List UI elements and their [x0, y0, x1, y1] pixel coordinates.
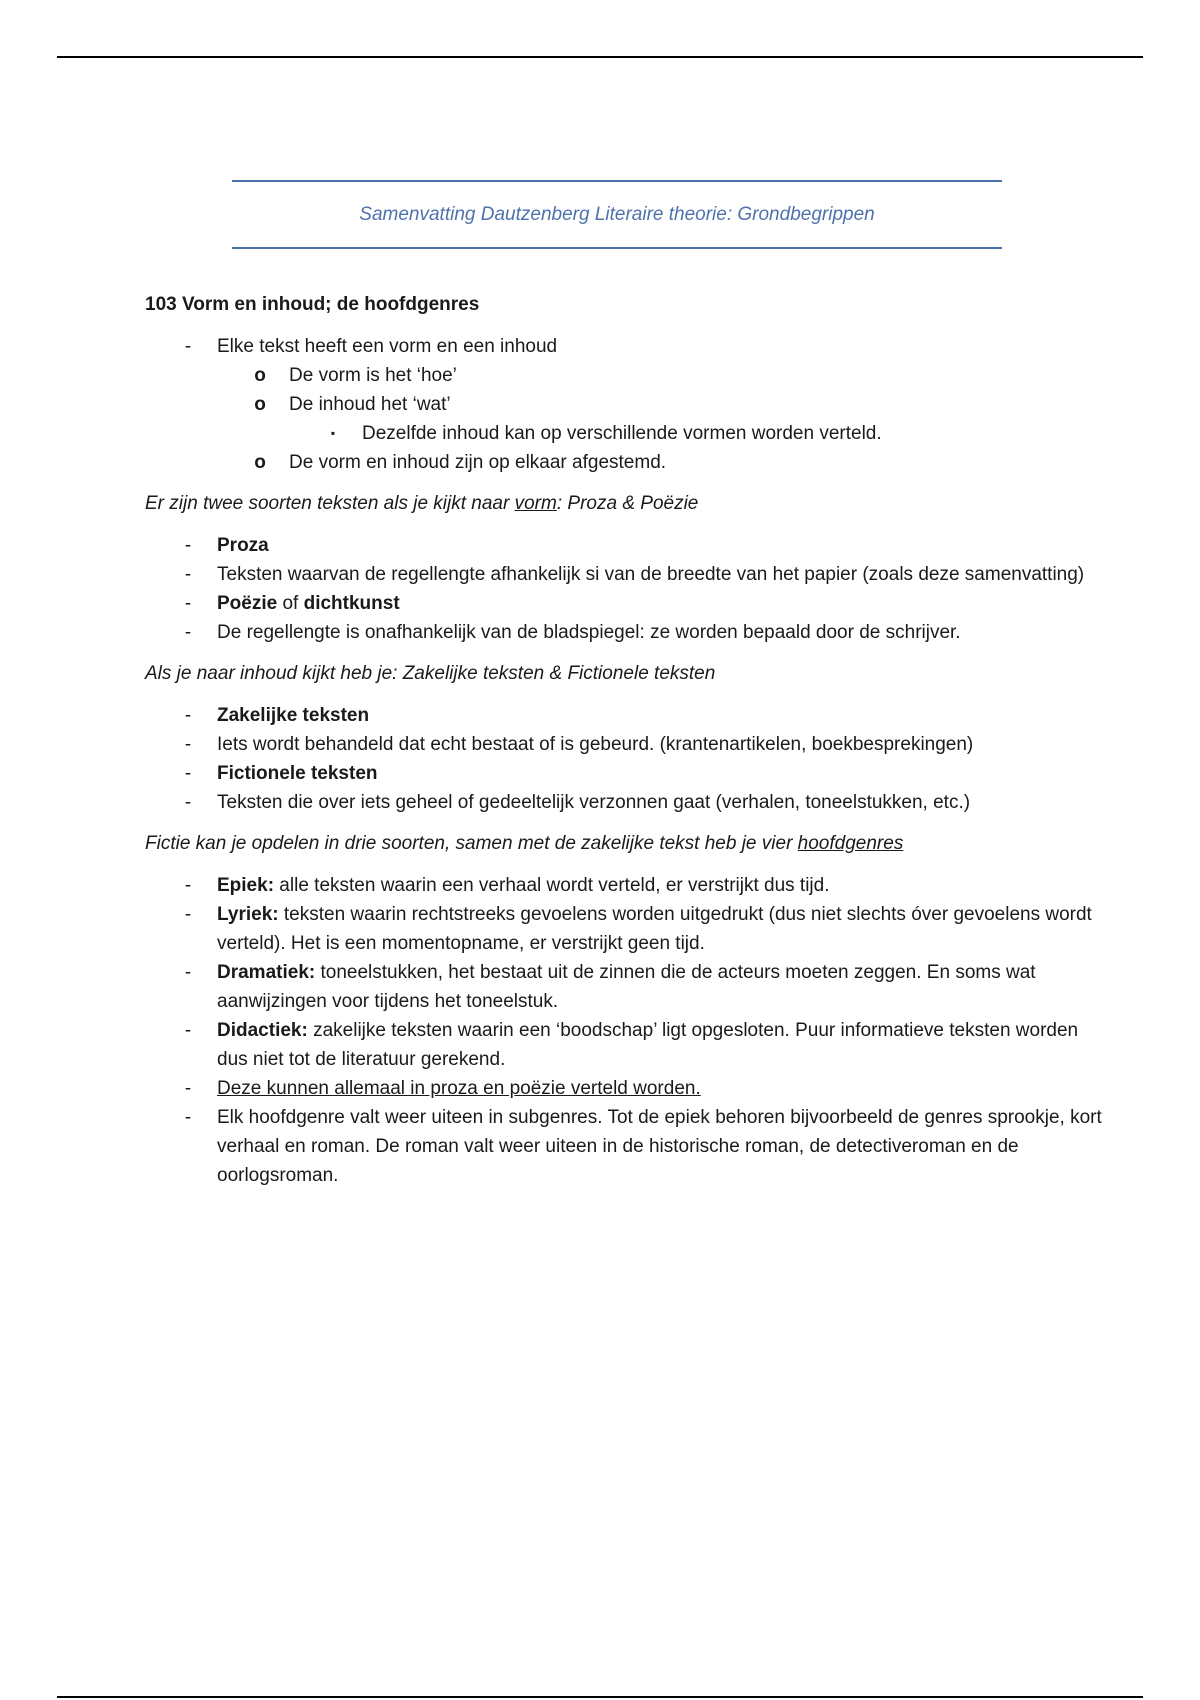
circle-bullet: o: [254, 394, 266, 415]
list-item: - Iets wordt behandeld dat echt bestaat of is gebeurd. (krantenartikelen, boekbesprekingen): [145, 730, 1105, 759]
dash-bullet: -: [184, 875, 192, 896]
dash-bullet: -: [184, 622, 192, 643]
dash-bullet: -: [184, 1020, 192, 1041]
document-header: [232, 180, 1002, 249]
dash-bullet: -: [184, 535, 192, 556]
circle-bullet: o: [254, 452, 266, 473]
intro-vorm: Er zijn twee soorten teksten als je kijkt naar vorm: Proza & Poëzie: [145, 493, 699, 514]
inhoud-list: [145, 701, 1105, 817]
intro-genres: Fictie kan je opdelen in drie soorten, samen met de zakelijke tekst heb je vier hoofdgenres: [145, 833, 904, 854]
list-item: ▪ Dezelfde inhoud kan op verschillende vormen worden verteld.: [145, 419, 1105, 448]
dash-bullet: -: [184, 734, 192, 755]
list-item: - Didactiek: zakelijke teksten waarin een ‘boodschap’ ligt opgesloten. Puur informatieve teksten worden dus niet tot de literatuur gerekend.: [145, 1016, 1105, 1074]
list-item: - Elke tekst heeft een vorm en een inhoud o De vorm is het ‘hoe’ o De inhoud het ‘wat’ ▪ Dezelfde inhoud kan op verschillende vormen worden verteld. o De vorm en inhoud zijn op elkaar afgestemd.: [145, 332, 1105, 477]
list-item: - Elk hoofdgenre valt weer uiteen in subgenres. Tot de epiek behoren bijvoorbeeld de genres sprookje, kort verhaal en roman. De roman valt weer uiteen in de historische roman, de detectiveroman en de oorlogsroman.: [145, 1103, 1105, 1190]
list-item: - Teksten waarvan de regellengte afhankelijk si van de breedte van het papier (zoals deze samenvatting): [145, 560, 1105, 589]
dash-bullet: -: [184, 564, 192, 585]
dash-bullet: -: [184, 763, 192, 784]
dash-bullet: -: [184, 962, 192, 983]
document-title: Samenvatting Dautzenberg Literaire theorie: Grondbegrippen: [359, 204, 875, 225]
page-top-rule: [57, 56, 1143, 58]
header-rule-bottom: [232, 247, 1002, 249]
genres-list: [145, 871, 1105, 1190]
dash-bullet: -: [184, 1078, 192, 1099]
sub-list: [217, 361, 1105, 477]
document-body: [145, 290, 1105, 1202]
list-item: - Dramatiek: toneelstukken, het bestaat uit de zinnen die de acteurs moeten zeggen. En soms wat aanwijzingen voor tijdens het toneelstuk.: [145, 958, 1105, 1016]
list-item: - Lyriek: teksten waarin rechtstreeks gevoelens worden uitgedrukt (dus niet slechts óver gevoelens wordt verteld). Het is een momentopname, er verstrijkt geen tijd.: [145, 900, 1105, 958]
dash-bullet: -: [184, 1107, 192, 1128]
dash-bullet: -: [184, 336, 192, 357]
list-item: o De inhoud het ‘wat’ ▪ Dezelfde inhoud kan op verschillende vormen worden verteld.: [145, 390, 1105, 448]
dash-bullet: -: [184, 904, 192, 925]
section-heading: 103 Vorm en inhoud; de hoofdgenres: [145, 294, 480, 315]
page-bottom-rule: [57, 1696, 1143, 1698]
vorm-inhoud-list: [145, 332, 1105, 477]
dash-bullet: -: [184, 593, 192, 614]
intro-inhoud: Als je naar inhoud kijkt heb je: Zakelijke teksten & Fictionele teksten: [145, 663, 716, 684]
list-item: - Deze kunnen allemaal in proza en poëzie verteld worden.: [145, 1074, 1105, 1103]
list-item: - Proza: [145, 531, 1105, 560]
dash-bullet: -: [184, 792, 192, 813]
circle-bullet: o: [254, 365, 266, 386]
square-bullet: ▪: [330, 426, 336, 440]
dash-bullet: -: [184, 705, 192, 726]
list-item: - Zakelijke teksten: [145, 701, 1105, 730]
list-item: - Teksten die over iets geheel of gedeeltelijk verzonnen gaat (verhalen, toneelstukken, etc.): [145, 788, 1105, 817]
sub-sub-list: [289, 419, 1105, 448]
list-item: - De regellengte is onafhankelijk van de bladspiegel: ze worden bepaald door de schrijver.: [145, 618, 1105, 647]
list-item: - Fictionele teksten: [145, 759, 1105, 788]
list-item: - Epiek: alle teksten waarin een verhaal wordt verteld, er verstrijkt dus tijd.: [145, 871, 1105, 900]
vorm-list: [145, 531, 1105, 647]
list-item: - Poëzie of dichtkunst: [145, 589, 1105, 618]
list-item: o De vorm is het ‘hoe’: [145, 361, 1105, 390]
list-item: o De vorm en inhoud zijn op elkaar afgestemd.: [145, 448, 1105, 477]
